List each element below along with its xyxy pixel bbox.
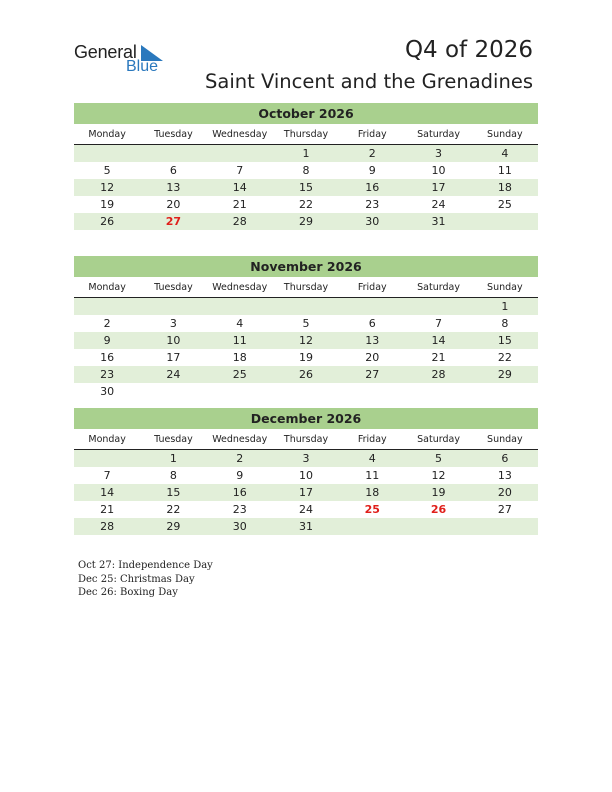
holiday-notes (78, 559, 213, 600)
day-cell: 28 (232, 215, 247, 228)
day-cell (74, 298, 140, 315)
week-row (74, 315, 538, 332)
day-cell: 23 (100, 368, 115, 381)
day-cell (273, 383, 339, 400)
month-title: October 2026 (74, 103, 538, 124)
day-cell (339, 383, 405, 400)
day-cell (339, 518, 405, 535)
day-cell (405, 383, 471, 400)
month-october (74, 103, 538, 230)
day-cell: 20 (365, 351, 380, 364)
day-cell: 12 (298, 334, 313, 347)
day-cell: 18 (232, 351, 247, 364)
day-cell: 27 (497, 503, 512, 516)
month-title: December 2026 (74, 408, 538, 429)
day-cell (207, 145, 273, 162)
day-cell: 10 (298, 469, 313, 482)
day-cell: 3 (435, 147, 443, 160)
day-cell: 16 (100, 351, 115, 364)
day-cell: 29 (497, 368, 512, 381)
day-cell: 1 (169, 452, 177, 465)
week-row (74, 162, 538, 179)
weekday-label: Wednesday (212, 129, 268, 140)
day-cell (207, 298, 273, 315)
week-row (74, 298, 538, 315)
day-cell: 8 (501, 317, 509, 330)
page-title: Q4 of 2026 (404, 37, 533, 63)
day-cell: 24 (166, 368, 181, 381)
week-row (74, 213, 538, 230)
day-cell: 25 (232, 368, 247, 381)
weekday-label: Saturday (417, 282, 460, 293)
week-row (74, 484, 538, 501)
day-cell: 9 (103, 334, 111, 347)
day-cell: 4 (368, 452, 376, 465)
holiday-note: Dec 26: Boxing Day (78, 587, 178, 598)
weekday-label: Wednesday (212, 282, 268, 293)
holiday-day-cell: 25 (364, 503, 380, 516)
holiday-note: Dec 25: Christmas Day (78, 573, 195, 585)
day-cell: 21 (232, 198, 247, 211)
page-subtitle: Saint Vincent and the Grenadines (205, 70, 533, 93)
day-cell: 30 (232, 520, 247, 533)
day-cell: 11 (497, 164, 512, 177)
week-row (74, 501, 538, 518)
day-cell: 3 (169, 317, 177, 330)
day-cell: 18 (497, 181, 512, 194)
day-cell: 13 (497, 469, 512, 482)
day-cell: 26 (100, 215, 115, 228)
week-row (74, 196, 538, 213)
day-cell: 7 (103, 469, 111, 482)
day-cell (339, 298, 405, 315)
day-cell: 18 (365, 486, 380, 499)
day-cell: 5 (435, 452, 443, 465)
day-cell: 15 (166, 486, 181, 499)
day-cell: 2 (368, 147, 376, 160)
day-cell (140, 298, 206, 315)
day-cell: 13 (166, 181, 181, 194)
day-cell: 14 (100, 486, 115, 499)
day-cell: 16 (365, 181, 380, 194)
day-cell: 20 (497, 486, 512, 499)
weekday-label: Friday (357, 282, 387, 293)
day-cell (405, 518, 471, 535)
day-cell (472, 213, 538, 230)
weekday-header-row (74, 280, 538, 298)
week-row (74, 366, 538, 383)
day-cell: 19 (298, 351, 313, 364)
day-cell: 2 (236, 452, 244, 465)
day-cell: 1 (302, 147, 310, 160)
day-cell (472, 383, 538, 400)
week-row (74, 518, 538, 535)
weekday-header-row (74, 127, 538, 145)
day-cell: 17 (166, 351, 181, 364)
holiday-day-cell: 26 (430, 503, 447, 516)
weekday-label: Monday (88, 282, 126, 293)
day-cell: 17 (298, 486, 313, 499)
holiday-day-cell: 27 (165, 215, 182, 228)
day-cell (207, 383, 273, 400)
day-cell: 23 (232, 503, 247, 516)
day-cell: 23 (365, 198, 380, 211)
day-cell: 29 (298, 215, 313, 228)
week-row (74, 332, 538, 349)
day-cell: 4 (501, 147, 509, 160)
holiday-note: Oct 27: Independence Day (78, 560, 213, 571)
day-cell: 17 (431, 181, 446, 194)
day-cell: 10 (166, 334, 181, 347)
weekday-label: Friday (357, 129, 387, 140)
day-cell: 21 (431, 351, 446, 364)
day-cell: 7 (435, 317, 443, 330)
day-cell: 25 (497, 198, 512, 211)
day-cell: 2 (103, 317, 111, 330)
day-cell (140, 145, 206, 162)
day-cell: 5 (302, 317, 310, 330)
day-cell: 19 (100, 198, 115, 211)
weekday-label: Sunday (487, 434, 523, 445)
week-row (74, 179, 538, 196)
day-cell: 6 (368, 317, 376, 330)
day-cell (472, 518, 538, 535)
day-cell: 24 (431, 198, 446, 211)
day-cell: 12 (431, 469, 446, 482)
day-cell: 12 (100, 181, 115, 194)
day-cell: 30 (365, 215, 380, 228)
week-row (74, 383, 538, 400)
day-cell (140, 383, 206, 400)
day-cell: 24 (298, 503, 313, 516)
day-cell: 11 (365, 469, 380, 482)
day-cell: 5 (103, 164, 111, 177)
weekday-label: Friday (357, 434, 387, 445)
day-cell: 22 (166, 503, 181, 516)
day-cell: 9 (236, 469, 244, 482)
day-cell: 6 (169, 164, 177, 177)
weekday-label: Saturday (417, 129, 460, 140)
day-cell: 7 (236, 164, 244, 177)
weekday-label: Thursday (283, 434, 329, 445)
day-cell: 15 (497, 334, 512, 347)
day-cell: 27 (365, 368, 380, 381)
day-cell: 10 (431, 164, 446, 177)
day-cell: 11 (232, 334, 247, 347)
day-cell: 13 (365, 334, 380, 347)
weekday-label: Tuesday (154, 282, 193, 293)
day-cell: 20 (166, 198, 181, 211)
month-december (74, 408, 538, 535)
day-cell: 14 (232, 181, 247, 194)
day-cell: 14 (431, 334, 446, 347)
month-title: November 2026 (74, 256, 538, 277)
day-cell: 3 (302, 452, 310, 465)
day-cell: 8 (169, 469, 177, 482)
weekday-label: Tuesday (154, 434, 193, 445)
logo-blue-text: Blue (126, 58, 159, 75)
day-cell: 28 (431, 368, 446, 381)
day-cell: 16 (232, 486, 247, 499)
week-row (74, 145, 538, 162)
day-cell: 22 (298, 198, 313, 211)
month-november (74, 256, 538, 400)
weekday-label: Monday (88, 434, 126, 445)
day-cell (74, 450, 140, 467)
weekday-label: Tuesday (154, 129, 193, 140)
week-row (74, 467, 538, 484)
day-cell: 26 (298, 368, 313, 381)
day-cell: 30 (100, 385, 115, 398)
weekday-label: Thursday (283, 282, 329, 293)
weekday-label: Monday (88, 129, 126, 140)
day-cell (405, 298, 471, 315)
day-cell: 19 (431, 486, 446, 499)
week-row (74, 349, 538, 366)
day-cell: 4 (236, 317, 244, 330)
day-cell: 1 (501, 300, 509, 313)
weekday-label: Sunday (487, 282, 523, 293)
day-cell: 6 (501, 452, 509, 465)
day-cell: 9 (368, 164, 376, 177)
weekday-label: Saturday (417, 434, 460, 445)
day-cell: 21 (100, 503, 115, 516)
day-cell: 31 (431, 215, 446, 228)
weekday-label: Sunday (487, 129, 523, 140)
day-cell (74, 145, 140, 162)
day-cell: 31 (298, 520, 313, 533)
logo-general-text: General (74, 42, 137, 62)
day-cell: 15 (298, 181, 313, 194)
day-cell: 29 (166, 520, 181, 533)
day-cell: 8 (302, 164, 310, 177)
generalblue-logo (74, 42, 174, 78)
day-cell: 28 (100, 520, 115, 533)
weekday-label: Wednesday (212, 434, 268, 445)
weekday-header-row (74, 432, 538, 450)
day-cell (273, 298, 339, 315)
weekday-label: Thursday (283, 129, 329, 140)
week-row (74, 450, 538, 467)
day-cell: 22 (497, 351, 512, 364)
